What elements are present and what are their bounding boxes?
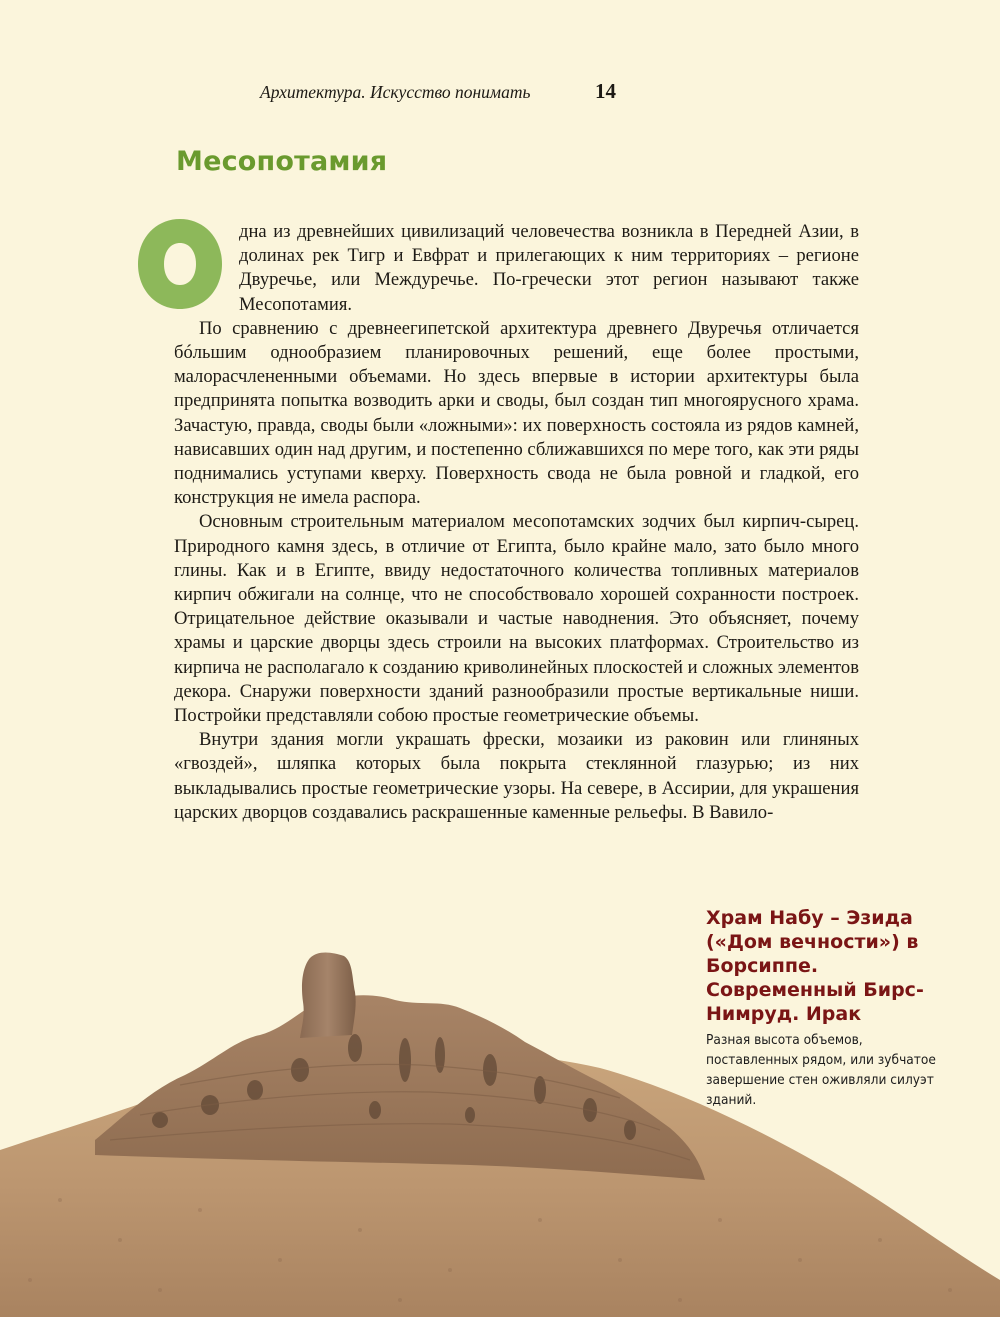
paragraph-1 <box>174 220 859 317</box>
paragraph-2: По сравнению с древнеегипетской архитектура древнего Двуречья отличается бóльшим однообразием планировочных решений, еще более простыми, малорасчлененными объемами. Но здесь впервые в истории архитектуры была предпринята попытка возводить арки и своды, был создан тип многоярусного храма. Зачастую, правда, своды были «ложными»: их поверхность состояла из рядов камней, нависавших один над другим, и постепенно сближавшихся по мере того, как эти ряды поднимались уступами кверху. Поверхность свода не была ровной и гладкой, его конструкция не имела распора. <box>174 317 859 509</box>
article-body <box>174 220 859 825</box>
caption-title: Храм Набу – Эзида («Дом вечности») в Борсиппе. Современный Бирс-Нимруд. Ирак <box>706 907 924 1025</box>
photo-caption <box>706 906 936 1110</box>
section-heading: Месопотамия <box>176 146 388 177</box>
page-number: 14 <box>595 79 616 103</box>
paragraph-3: Основным строительным материалом месопотамских зодчих был кирпич-сырец. Природного камня здесь, в отличие от Египта, было крайне мало, зато было много глины. Как и в Египте, ввиду недостаточного количества топливных материалов кирпич обжигали на солнце, что не способствовало хорошей сохранности построек. Отрицательное действие оказывали и частые наводнения. Это объясняет, почему храмы и царские дворцы здесь строили на высоких платформах. Строительство из кирпича не располагало к созданию криволинейных плоскостей и сложных элементов декора. Снаружи поверхности зданий разнообразили простые вертикальные ниши. Постройки представляли собою простые геометрические объемы. <box>174 511 859 727</box>
paragraph-4: Внутри здания могли украшать фрески, мозаики из раковин или глиняных «гвоздей», шляпка которых была покрыта стеклянной глазурью; из них выкладывались простые геометрические узоры. На севере, в Ассирии, для украшения царских дворцов создавались раскрашенные каменные рельефы. В Вавило- <box>174 729 859 823</box>
caption-text: Разная высота объемов, поставленных рядом, или зубчатое завершение стен оживляли силуэт зданий. <box>706 1032 936 1108</box>
paragraph-1-text: дна из древнейших цивилизаций человечества возникла в Передней Азии, в долинах рек Тигр и Евфрат и прилегающих к ним территориях – регионе Двуречье, или Междуречье. По-гречески этот регион называют также Месопотамия. <box>239 221 859 315</box>
book-title: Архитектура. Искусство понимать <box>260 82 531 102</box>
drop-cap-letter <box>137 218 138 219</box>
running-header <box>260 78 660 108</box>
